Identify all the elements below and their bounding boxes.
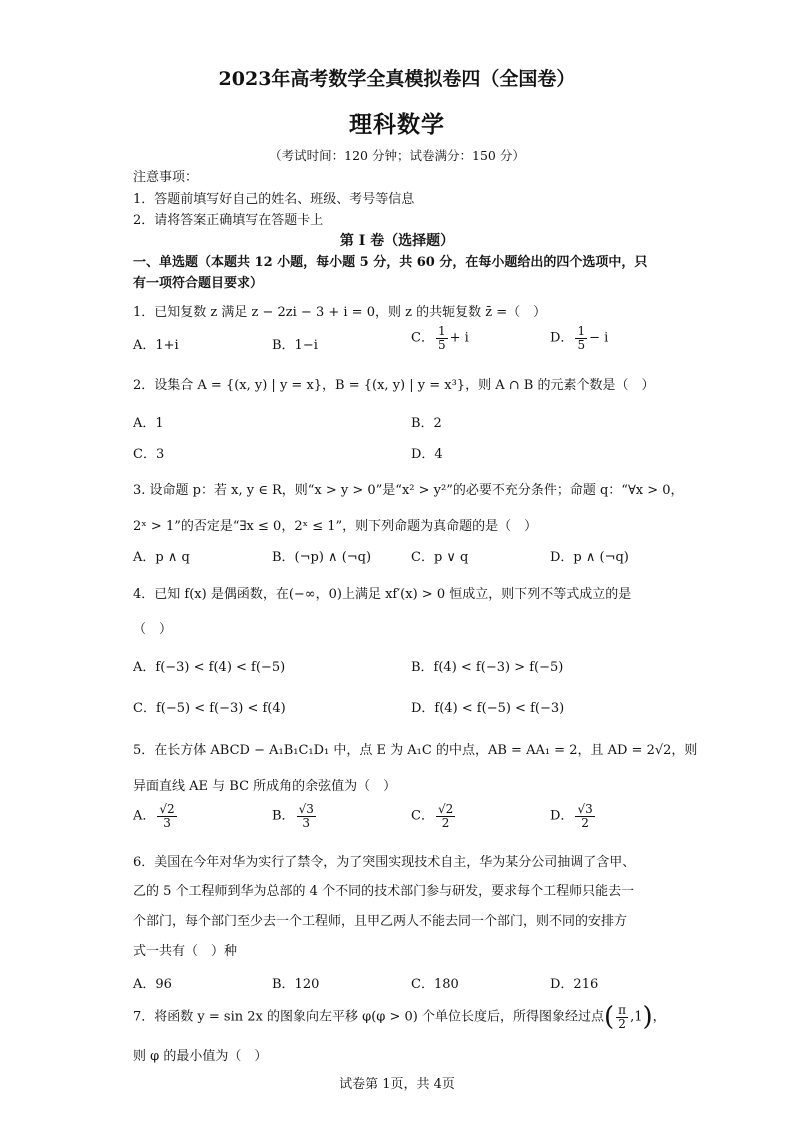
- q1-option-c-tail: + i: [449, 330, 469, 346]
- q6-stem-line1: 6．美国在今年对华为实行了禁令，为了突围实现技术自主，华为某分公司抽调了含甲、: [133, 855, 636, 870]
- q5-d-num: √3: [577, 802, 593, 816]
- q5-option-a-label: A．: [133, 808, 156, 824]
- q5-option-c-fraction: [436, 803, 455, 829]
- q5-option-b-label: B．: [272, 808, 295, 824]
- note-item-2: 2．请将答案正确填写在答题卡上: [133, 213, 324, 228]
- q7-stem-line1: [133, 1002, 666, 1033]
- section-instructions-2: 有一项符合题目要求）: [133, 276, 264, 291]
- q5-option-d-fraction: [575, 803, 594, 829]
- q5-option-b: [272, 803, 318, 829]
- q1-stem: 1．已知复数 z 满足 z − 2zi − 3 + i = 0，则 z 的共轭复数 z̄ =（ ）: [133, 305, 547, 320]
- q1-option-c-fraction: [436, 325, 448, 351]
- q5-b-den: 3: [302, 815, 311, 830]
- q5-option-c: [411, 803, 457, 829]
- q6-stem-line4: 式一共有（ ）种: [133, 944, 238, 959]
- q1-option-a: A．1+i: [133, 338, 179, 353]
- q6-stem-line2: 乙的 5 个工程师到华为总部的 4 个不同的技术部门参与研发，要求每个工程师只能去一: [133, 884, 635, 899]
- q5-option-a-fraction: [157, 803, 176, 829]
- q1-d-den: 5: [577, 337, 586, 352]
- q6-option-d: D．216: [550, 977, 599, 992]
- q2-option-a: A．1: [133, 416, 164, 431]
- notes-heading: 注意事项：: [133, 170, 199, 185]
- q7-stem-post: ，: [652, 1009, 666, 1025]
- q5-option-c-label: C．: [411, 808, 434, 824]
- q7-point-open-paren: (: [604, 1002, 615, 1033]
- q6-option-a: A．96: [133, 977, 172, 992]
- q5-option-d: [550, 803, 597, 829]
- q1-option-c-label: C．: [411, 330, 434, 346]
- section-title: 第 I 卷（选择题）: [339, 233, 455, 249]
- q2-stem: 2．设集合 A = {(x, y) | y = x}，B = {(x, y) | y = x³}，则 A ∩ B 的元素个数是（ ）: [133, 378, 655, 393]
- q1-c-den: 5: [437, 337, 446, 352]
- q2-option-c: C．3: [133, 447, 165, 462]
- exam-info: （考试时间：120 分钟；试卷满分：150 分）: [269, 148, 525, 163]
- q5-stem-line2: 异面直线 AE 与 BC 所成角的余弦值为（ ）: [133, 779, 397, 794]
- q1-option-b: B．1−i: [272, 338, 318, 353]
- q5-a-den: 3: [163, 815, 171, 830]
- q1-option-d: [550, 325, 608, 351]
- q1-option-d-label: D．: [550, 330, 574, 346]
- q7-stem-pre: 7．将函数 y = sin 2x 的图象向左平移 φ(φ > 0) 个单位长度后，所得图象经过点: [133, 1009, 605, 1025]
- q4-stem-line2: （ ）: [133, 622, 173, 637]
- q7-point-close-paren: ): [642, 1002, 653, 1033]
- q7-point-fraction: [616, 1004, 628, 1030]
- q7-point-tail: ,1: [630, 1009, 643, 1025]
- q5-c-num: √2: [437, 802, 454, 816]
- paper-title: 2023年高考数学全真模拟卷四（全国卷）: [218, 68, 576, 90]
- q1-option-c: [411, 325, 469, 351]
- q3-option-d: D．p ∧ (¬q): [550, 550, 629, 565]
- q4-option-d: D．f(4) < f(−5) < f(−3): [411, 701, 565, 716]
- q4-option-b: B．f(4) < f(−3) > f(−5): [411, 660, 564, 675]
- q4-option-a: A．f(−3) < f(4) < f(−5): [133, 660, 286, 675]
- q4-stem-line1: 4．已知 f(x) 是偶函数，在(−∞，0)上满足 xf′(x) > 0 恒成立，则下列不等式成立的是: [133, 587, 632, 602]
- q6-option-c: C．180: [411, 977, 459, 992]
- q4-option-c: C．f(−5) < f(−3) < f(4): [133, 701, 286, 716]
- q3-option-b: B．(¬p) ∧ (¬q): [272, 550, 372, 565]
- page-footer: 试卷第 1页，共 4页: [339, 1077, 455, 1092]
- q1-option-d-tail: − i: [589, 330, 609, 346]
- q7-stem-line2: 则 φ 的最小值为（ ）: [133, 1049, 268, 1064]
- q5-stem-line1: 5．在长方体 ABCD − A₁B₁C₁D₁ 中，点 E 为 A₁C 的中点，AB = AA₁ = 2，且 AD = 2√2，则: [133, 743, 698, 758]
- q3-stem-line2: 2ˣ > 1”的否定是“∃x ≤ 0，2ˣ ≤ 1”，则下列命题为真命题的是（ ）: [133, 519, 538, 534]
- q5-option-b-fraction: [297, 803, 316, 829]
- q2-option-b: B．2: [411, 416, 442, 431]
- q5-a-num: √2: [159, 802, 175, 816]
- q6-option-b: B．120: [272, 977, 320, 992]
- q5-c-den: 2: [441, 815, 450, 830]
- q5-b-num: √3: [298, 802, 314, 816]
- q1-option-d-fraction: [575, 325, 587, 351]
- q5-option-a: [133, 803, 179, 829]
- q3-stem-line1: 3. 设命题 p：若 x, y ∈ R，则“x > y > 0”是“x² > y²”的必要不充分条件；命题 q：“∀x > 0，: [133, 483, 684, 498]
- q5-d-den: 2: [581, 815, 589, 830]
- q3-option-c: C．p ∨ q: [411, 550, 469, 565]
- q6-stem-line3: 个部门，每个部门至少去一个工程师，且甲乙两人不能去同一个部门，则不同的安排方: [133, 914, 628, 929]
- q7-point-den: 2: [618, 1016, 626, 1031]
- subject-title: 理科数学: [349, 111, 445, 138]
- q7-point-num: π: [618, 1003, 627, 1017]
- note-item-1: 1．答题前填写好自己的姓名、班级、考号等信息: [133, 192, 415, 207]
- q3-option-a: A．p ∧ q: [133, 550, 190, 565]
- q5-option-d-label: D．: [550, 808, 574, 824]
- q1-d-num: 1: [577, 324, 586, 338]
- q2-option-d: D．4: [411, 447, 443, 462]
- section-instructions-1: 一、单选题（本题共 12 小题，每小题 5 分，共 60 分，在每小题给出的四个选项中，只: [133, 255, 648, 270]
- q1-c-num: 1: [437, 324, 446, 338]
